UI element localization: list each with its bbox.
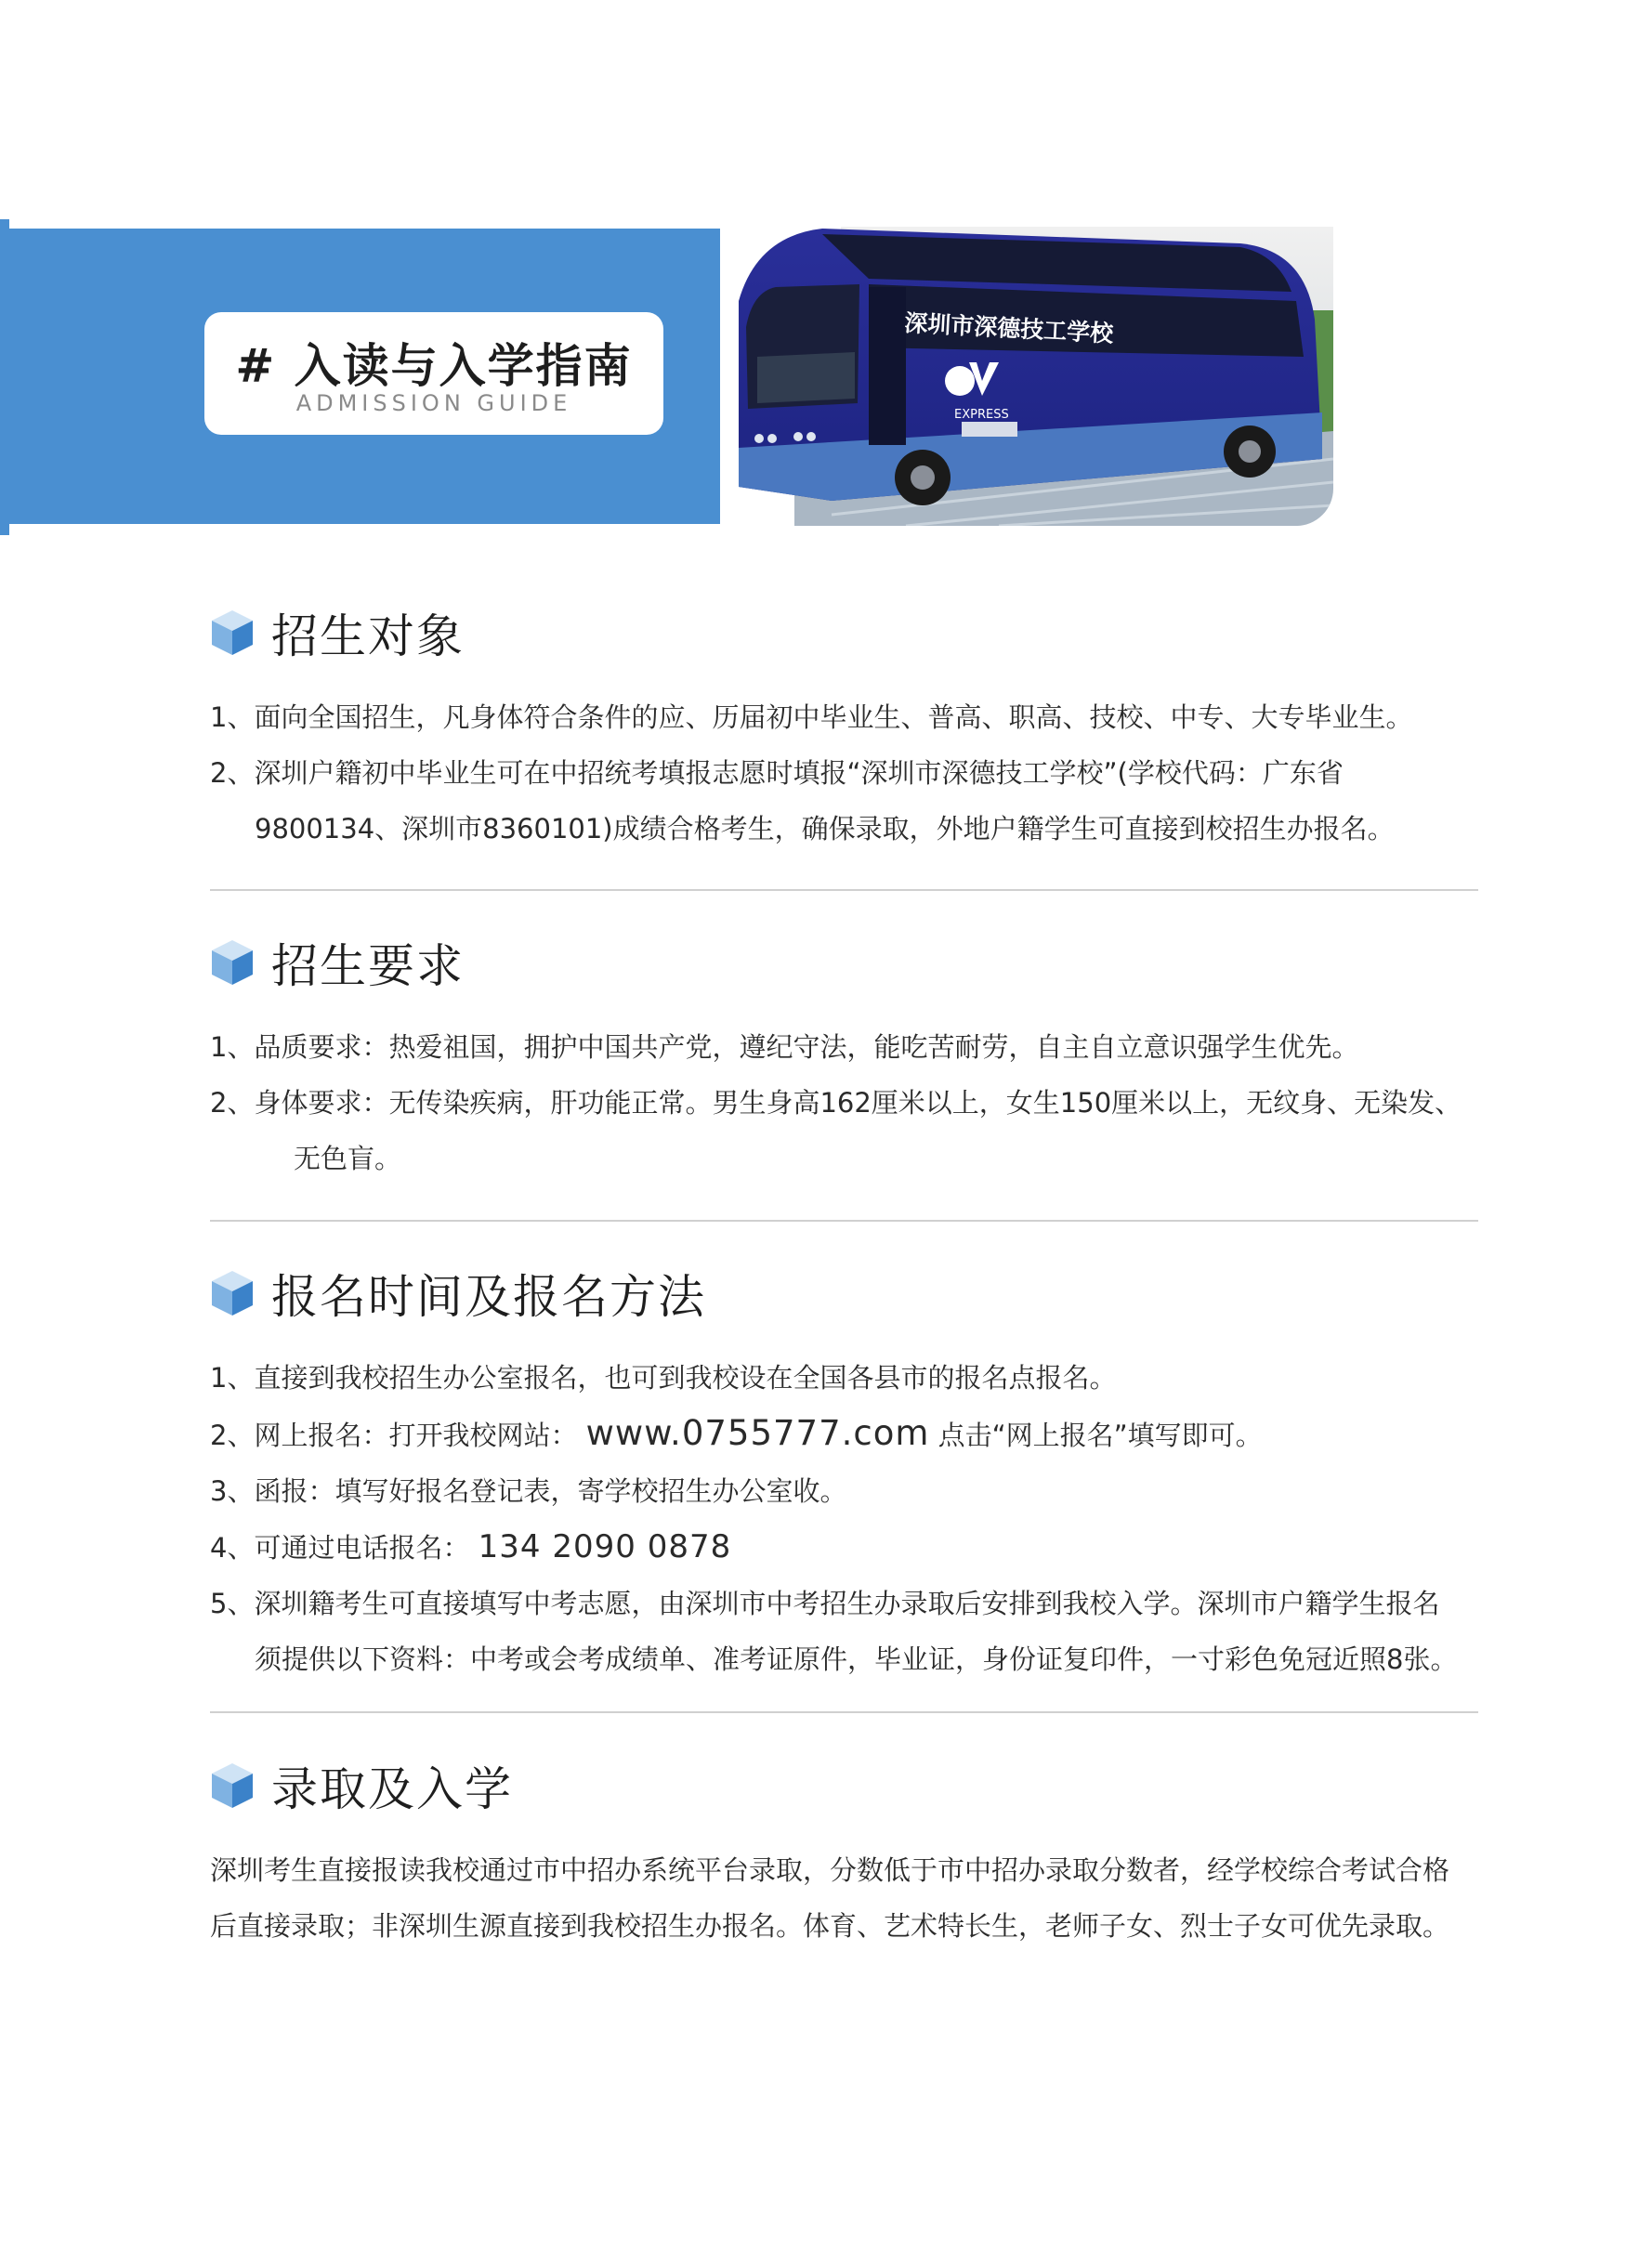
section-title: 报名时间及报名方法 — [271, 1270, 706, 1324]
divider — [210, 889, 1478, 891]
list-item — [210, 1406, 1478, 1463]
website-link[interactable]: www.0755777.com — [585, 1413, 930, 1453]
paragraph-line: 深圳考生直接报读我校通过市中招办系统平台录取，分数低于市中招办录取分数者，经学校综合考试合格 — [210, 1854, 1450, 1886]
list-item: 2、深圳户籍初中毕业生可在中招统考填报志愿时填报“深圳市深德技工学校”(学校代码：广东省 — [210, 757, 1344, 789]
phone-number[interactable]: 134 2090 0878 — [478, 1528, 732, 1565]
list-item: 1、品质要求：热爱祖国，拥护中国共产党，遵纪守法，能吃苦耐劳，自主自立意识强学生优先。 — [210, 1031, 1359, 1063]
cube-icon — [210, 609, 255, 657]
page-title: # 入读与入学指南 — [235, 339, 633, 393]
section-title: 招生要求 — [271, 939, 465, 993]
bus-photo — [720, 199, 1333, 526]
section-registration-methods — [210, 1261, 1478, 1687]
list-item: 2、身体要求：无传染疾病，肝功能正常。男生身高162厘米以上，女生150厘米以上，无纹身、无染发、 — [210, 1087, 1462, 1119]
title-card — [204, 312, 663, 435]
bus-lettering: 深圳市深德技工学校 — [903, 309, 1114, 347]
list-item: 1、面向全国招生，凡身体符合条件的应、历届初中毕业生、普高、职高、技校、中专、大专毕业生。 — [210, 701, 1413, 733]
section-enrollment-targets — [210, 600, 1478, 857]
paragraph-line: 后直接录取；非深圳生源直接到我校招生办报名。体育、艺术特长生，老师子女、烈士子女可优先录取。 — [210, 1910, 1450, 1942]
list-item-text: 2、网上报名：打开我校网站： — [210, 1420, 578, 1451]
section-title: 录取及入学 — [271, 1762, 513, 1816]
list-item-continuation: 须提供以下资料：中考或会考成绩单、准考证原件，毕业证，身份证复印件，一寸彩色免冠近照8张。 — [255, 1643, 1458, 1675]
list-item: 1、直接到我校招生办公室报名，也可到我校设在全国各县市的报名点报名。 — [210, 1362, 1117, 1394]
cube-icon — [210, 938, 255, 987]
list-item-text: 点击“网上报名”填写即可。 — [937, 1420, 1263, 1451]
cube-icon — [210, 1761, 255, 1810]
section-admission-enrollment — [210, 1753, 1478, 1954]
section-title: 招生对象 — [271, 609, 465, 663]
page-subtitle: ADMISSION GUIDE — [295, 390, 572, 416]
list-item-continuation: 无色盲。 — [294, 1143, 402, 1174]
cube-icon — [210, 1269, 255, 1317]
section-enrollment-requirements — [210, 930, 1478, 1186]
divider — [210, 1220, 1478, 1222]
divider — [210, 1711, 1478, 1713]
list-item — [210, 1519, 1478, 1576]
list-item: 5、深圳籍考生可直接填写中考志愿，由深圳市中考招生办录取后安排到我校入学。深圳市户籍学生报名 — [210, 1588, 1440, 1619]
bus-small-lettering: EXPRESS — [954, 408, 1009, 422]
list-item: 3、函报：填写好报名登记表，寄学校招生办公室收。 — [210, 1475, 847, 1507]
list-item-text: 4、可通过电话报名： — [210, 1532, 470, 1564]
list-item-continuation: 9800134、深圳市8360101)成绩合格考生，确保录取，外地户籍学生可直接到校招生办报名。 — [255, 813, 1395, 844]
